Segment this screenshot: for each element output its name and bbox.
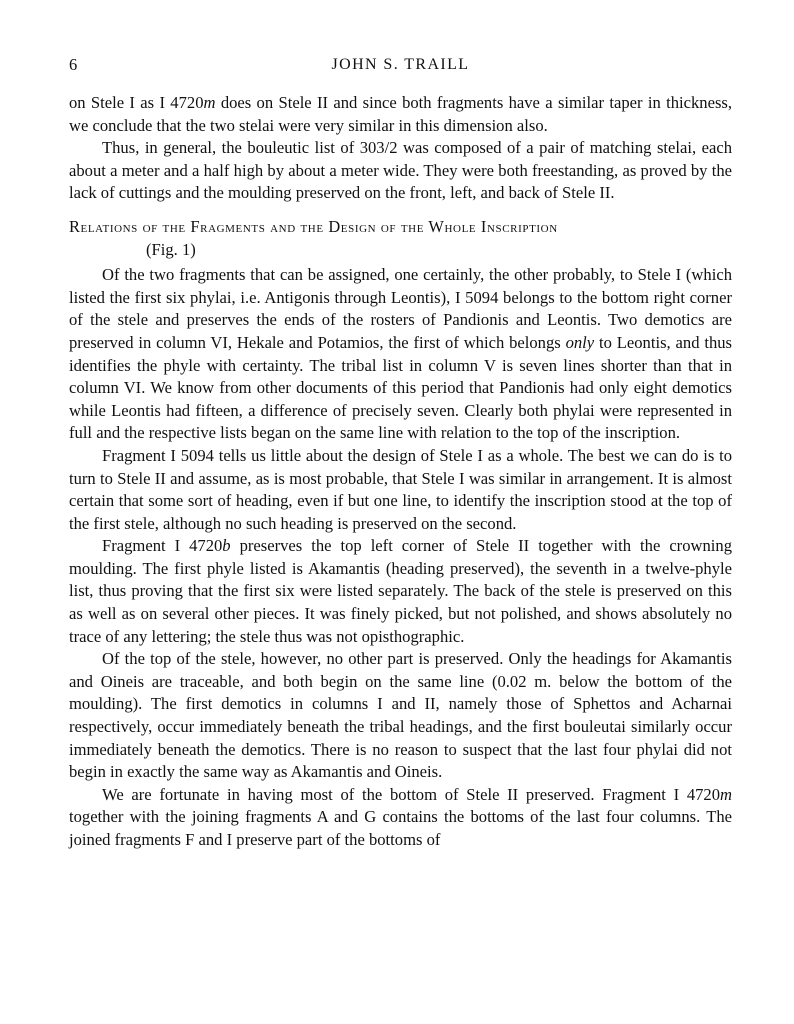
paragraph: Of the top of the stele, however, no other part is preserved. Only the headings for Akamantis and Oineis are traceable, and both begin on the same line (0.02 m. below the bottom of the moulding). The first demotics in columns I and II, namely those of Sphettos and Acharnai respectively, occur immediately beneath the tribal headings, and the first bouleutai similarly occur immediately beneath the demotics. There is no reason to suspect that the last four phylai did not begin in exactly the same way as Akamantis and Oineis.	[69, 649, 732, 782]
paragraph: Fragment I 5094 tells us little about the design of Stele I as a whole. The best we can do is to turn to Stele II and assume, as is most probable, that Stele I was similar in arrangement. It is almost certain that some sort of heading, even if but one line, to identify the inscription stood at the top of the first stele, although no such heading is preserved on the second.	[69, 445, 732, 533]
paragraph-continuation: on Stele I as I 4720m does on Stele II and since both fragments have a similar taper in thickness, we conclude that the two stelai were very similar in this dimension also.	[69, 93, 733, 135]
running-head: JOHN S. TRAILL	[331, 56, 470, 73]
figure-reference: (Fig. 1)	[146, 239, 196, 259]
document-page	[69, 54, 732, 852]
section-heading: Relations of the Fragments and the Design of the Whole Inscription	[69, 216, 558, 236]
paragraph: Thus, in general, the bouleutic list of 303/2 was composed of a pair of matching stelai, each about a meter and a half high by about a meter wide. They were both freestanding, as proved by the lack of cuttings and the moulding preserved on the front, left, and back of Stele II.	[69, 138, 732, 203]
page-header	[69, 54, 732, 78]
paragraph: We are fortunate in having most of the bottom of Stele II preserved. Fragment I 4720m together with the joining fragments A and G contains the bottoms of the last four columns. The joined fragments F and I preserve part of the bottoms of	[69, 784, 732, 849]
paragraph: Fragment I 4720b preserves the top left corner of Stele II together with the crowning moulding. The first phyle listed is Akamantis (heading preserved), the seventh in a twelve-phyle list, thus proving that the first six were listed separately. The back of the stele is preserved on this as well as on several other pieces. It was finely picked, but not polished, and shows absolutely no trace of any lettering; the stele thus was not opisthographic.	[69, 536, 732, 646]
page-number: 6	[69, 55, 78, 74]
paragraph: Of the two fragments that can be assigned, one certainly, the other probably, to Stele I (which listed the first six phylai, i.e. Antigonis through Leontis), I 5094 belongs to the bottom right corner of the stele and preserves the ends of the rosters of Pandionis and Leontis. Two demotics are preserved in column VI, Hekale and Potamios, the first of which belongs only to Leontis, and thus identifies the phyle with certainty. The tribal list in column V is seven lines shorter than that in column VI. We know from other documents of this period that Pandionis had only eight demotics while Leontis had fifteen, a difference of precisely seven. Clearly both phylai were represented in full and the respective lists began on the same line with relation to the top of the inscription.	[69, 265, 732, 443]
